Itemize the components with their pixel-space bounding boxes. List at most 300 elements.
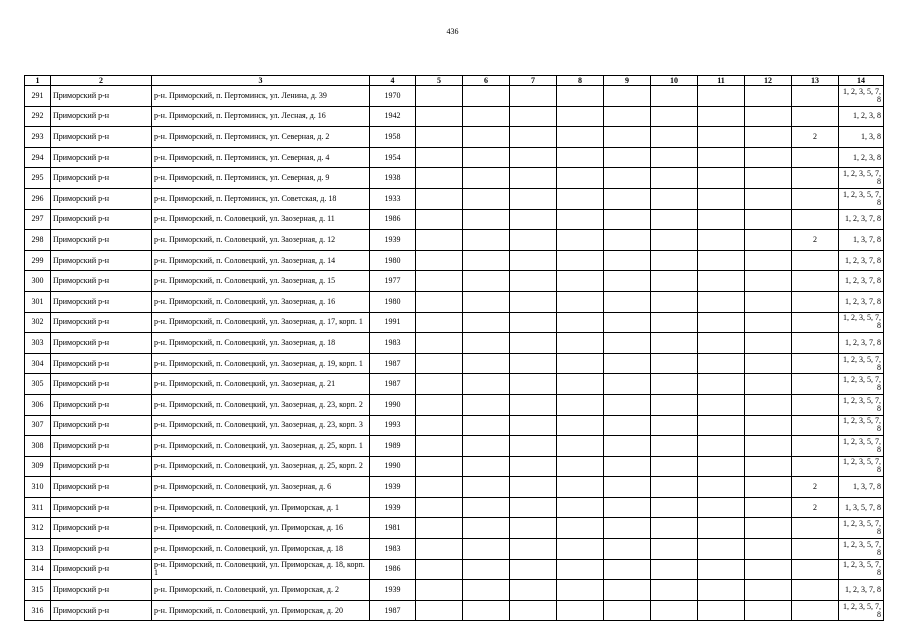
year-cell: 1977 — [370, 271, 416, 292]
column-9-cell — [604, 539, 651, 560]
table-row — [25, 600, 884, 621]
row-number-cell: 313 — [25, 539, 51, 560]
column-11-cell — [698, 394, 745, 415]
column-8-cell — [557, 539, 604, 560]
column-11-cell — [698, 436, 745, 457]
address-cell: р-н. Приморский, п. Соловецкий, ул. Заозерная, д. 21 — [152, 374, 370, 395]
column-14-cell: 1, 2, 3, 5, 7, 8 — [839, 600, 884, 621]
address-cell: р-н. Приморский, п. Соловецкий, ул. Заозерная, д. 15 — [152, 271, 370, 292]
column-8-cell — [557, 86, 604, 107]
column-8-cell — [557, 271, 604, 292]
column-12-cell — [745, 518, 792, 539]
column-9-cell — [604, 106, 651, 127]
row-number-cell: 302 — [25, 312, 51, 333]
year-cell: 1983 — [370, 333, 416, 354]
table-row — [25, 456, 884, 477]
column-7-cell — [510, 374, 557, 395]
column-14-cell: 1, 2, 3, 5, 7, 8 — [839, 436, 884, 457]
column-6-cell — [463, 291, 510, 312]
column-5-cell — [416, 209, 463, 230]
column-14-cell: 1, 2, 3, 5, 7, 8 — [839, 456, 884, 477]
column-9-cell — [604, 127, 651, 148]
column-header-13: 13 — [792, 76, 839, 86]
column-header-5: 5 — [416, 76, 463, 86]
column-11-cell — [698, 271, 745, 292]
column-header-9: 9 — [604, 76, 651, 86]
year-cell: 1942 — [370, 106, 416, 127]
column-14-cell: 1, 2, 3, 7, 8 — [839, 250, 884, 271]
row-number-cell: 305 — [25, 374, 51, 395]
column-10-cell — [651, 559, 698, 580]
column-11-cell — [698, 312, 745, 333]
column-11-cell — [698, 250, 745, 271]
district-cell: Приморский р-н — [51, 477, 152, 498]
column-8-cell — [557, 394, 604, 415]
column-6-cell — [463, 559, 510, 580]
column-10-cell — [651, 374, 698, 395]
column-14-cell: 1, 3, 5, 7, 8 — [839, 497, 884, 518]
column-5-cell — [416, 374, 463, 395]
column-14-cell: 1, 2, 3, 5, 7, 8 — [839, 539, 884, 560]
table-row — [25, 250, 884, 271]
column-10-cell — [651, 353, 698, 374]
column-header-10: 10 — [651, 76, 698, 86]
column-9-cell — [604, 250, 651, 271]
column-9-cell — [604, 374, 651, 395]
row-number-cell: 316 — [25, 600, 51, 621]
row-number-cell: 308 — [25, 436, 51, 457]
column-7-cell — [510, 477, 557, 498]
column-13-cell — [792, 209, 839, 230]
column-14-cell: 1, 2, 3, 5, 7, 8 — [839, 559, 884, 580]
row-number-cell: 312 — [25, 518, 51, 539]
column-7-cell — [510, 127, 557, 148]
year-cell: 1990 — [370, 456, 416, 477]
column-7-cell — [510, 353, 557, 374]
column-10-cell — [651, 497, 698, 518]
column-5-cell — [416, 539, 463, 560]
column-12-cell — [745, 250, 792, 271]
column-14-cell: 1, 2, 3, 5, 7, 8 — [839, 312, 884, 333]
row-number-cell: 310 — [25, 477, 51, 498]
column-12-cell — [745, 188, 792, 209]
row-number-cell: 314 — [25, 559, 51, 580]
row-number-cell: 309 — [25, 456, 51, 477]
column-7-cell — [510, 250, 557, 271]
table-row — [25, 353, 884, 374]
column-11-cell — [698, 230, 745, 251]
address-cell: р-н. Приморский, п. Соловецкий, ул. Заозерная, д. 23, корп. 2 — [152, 394, 370, 415]
year-cell: 1986 — [370, 559, 416, 580]
column-13-cell — [792, 333, 839, 354]
column-11-cell — [698, 497, 745, 518]
column-12-cell — [745, 580, 792, 601]
column-6-cell — [463, 333, 510, 354]
column-9-cell — [604, 477, 651, 498]
column-7-cell — [510, 539, 557, 560]
column-9-cell — [604, 312, 651, 333]
column-10-cell — [651, 600, 698, 621]
column-11-cell — [698, 456, 745, 477]
table-row — [25, 106, 884, 127]
table-row — [25, 374, 884, 395]
column-12-cell — [745, 456, 792, 477]
table-row — [25, 415, 884, 436]
column-11-cell — [698, 539, 745, 560]
address-cell: р-н. Приморский, п. Соловецкий, ул. Приморская, д. 18, корп. 1 — [152, 559, 370, 580]
column-5-cell — [416, 333, 463, 354]
column-9-cell — [604, 436, 651, 457]
column-9-cell — [604, 230, 651, 251]
district-cell: Приморский р-н — [51, 518, 152, 539]
column-9-cell — [604, 188, 651, 209]
table-row — [25, 333, 884, 354]
column-8-cell — [557, 580, 604, 601]
column-5-cell — [416, 147, 463, 168]
address-cell: р-н. Приморский, п. Соловецкий, ул. Приморская, д. 1 — [152, 497, 370, 518]
column-12-cell — [745, 147, 792, 168]
column-7-cell — [510, 518, 557, 539]
row-number-cell: 315 — [25, 580, 51, 601]
row-number-cell: 292 — [25, 106, 51, 127]
column-5-cell — [416, 106, 463, 127]
column-10-cell — [651, 86, 698, 107]
address-cell: р-н. Приморский, п. Пертоминск, ул. Лесная, д. 16 — [152, 106, 370, 127]
column-8-cell — [557, 559, 604, 580]
column-6-cell — [463, 250, 510, 271]
column-10-cell — [651, 250, 698, 271]
year-cell: 1986 — [370, 209, 416, 230]
column-10-cell — [651, 106, 698, 127]
column-10-cell — [651, 188, 698, 209]
column-11-cell — [698, 291, 745, 312]
column-7-cell — [510, 188, 557, 209]
column-10-cell — [651, 209, 698, 230]
column-9-cell — [604, 518, 651, 539]
address-cell: р-н. Приморский, п. Соловецкий, ул. Приморская, д. 16 — [152, 518, 370, 539]
address-cell: р-н. Приморский, п. Соловецкий, ул. Приморская, д. 2 — [152, 580, 370, 601]
column-8-cell — [557, 518, 604, 539]
column-10-cell — [651, 127, 698, 148]
column-7-cell — [510, 497, 557, 518]
table-header — [25, 76, 884, 86]
column-8-cell — [557, 415, 604, 436]
column-11-cell — [698, 518, 745, 539]
column-14-cell: 1, 2, 3, 5, 7, 8 — [839, 188, 884, 209]
table-row — [25, 168, 884, 189]
column-12-cell — [745, 106, 792, 127]
column-13-cell — [792, 291, 839, 312]
column-14-cell: 1, 2, 3, 5, 7, 8 — [839, 353, 884, 374]
column-12-cell — [745, 271, 792, 292]
column-14-cell: 1, 2, 3, 5, 7, 8 — [839, 168, 884, 189]
column-header-14: 14 — [839, 76, 884, 86]
year-cell: 1987 — [370, 374, 416, 395]
column-12-cell — [745, 477, 792, 498]
row-number-cell: 291 — [25, 86, 51, 107]
column-11-cell — [698, 127, 745, 148]
district-cell: Приморский р-н — [51, 600, 152, 621]
year-cell: 1958 — [370, 127, 416, 148]
column-13-cell — [792, 353, 839, 374]
column-header-3: 3 — [152, 76, 370, 86]
column-9-cell — [604, 291, 651, 312]
district-cell: Приморский р-н — [51, 559, 152, 580]
column-8-cell — [557, 477, 604, 498]
column-14-cell: 1, 3, 7, 8 — [839, 230, 884, 251]
column-header-6: 6 — [463, 76, 510, 86]
district-cell: Приморский р-н — [51, 333, 152, 354]
column-10-cell — [651, 168, 698, 189]
column-12-cell — [745, 127, 792, 148]
column-11-cell — [698, 168, 745, 189]
year-cell: 1990 — [370, 394, 416, 415]
column-14-cell: 1, 2, 3, 7, 8 — [839, 209, 884, 230]
table-body — [25, 86, 884, 621]
column-11-cell — [698, 353, 745, 374]
column-6-cell — [463, 497, 510, 518]
year-cell: 1987 — [370, 600, 416, 621]
column-9-cell — [604, 353, 651, 374]
column-7-cell — [510, 106, 557, 127]
year-cell: 1981 — [370, 518, 416, 539]
row-number-cell: 299 — [25, 250, 51, 271]
address-cell: р-н. Приморский, п. Соловецкий, ул. Заозерная, д. 6 — [152, 477, 370, 498]
column-6-cell — [463, 188, 510, 209]
column-8-cell — [557, 456, 604, 477]
column-14-cell: 1, 3, 8 — [839, 127, 884, 148]
column-6-cell — [463, 106, 510, 127]
column-6-cell — [463, 230, 510, 251]
column-14-cell: 1, 2, 3, 8 — [839, 106, 884, 127]
table-row — [25, 271, 884, 292]
column-14-cell: 1, 2, 3, 5, 7, 8 — [839, 86, 884, 107]
address-cell: р-н. Приморский, п. Соловецкий, ул. Заозерная, д. 25, корп. 1 — [152, 436, 370, 457]
column-8-cell — [557, 168, 604, 189]
column-5-cell — [416, 518, 463, 539]
column-12-cell — [745, 209, 792, 230]
district-cell: Приморский р-н — [51, 147, 152, 168]
column-5-cell — [416, 188, 463, 209]
column-11-cell — [698, 333, 745, 354]
district-cell: Приморский р-н — [51, 291, 152, 312]
column-5-cell — [416, 271, 463, 292]
address-cell: р-н. Приморский, п. Соловецкий, ул. Заозерная, д. 23, корп. 3 — [152, 415, 370, 436]
year-cell: 1987 — [370, 353, 416, 374]
column-11-cell — [698, 600, 745, 621]
column-7-cell — [510, 394, 557, 415]
table-row — [25, 230, 884, 251]
column-8-cell — [557, 188, 604, 209]
address-cell: р-н. Приморский, п. Пертоминск, ул. Северная, д. 9 — [152, 168, 370, 189]
column-6-cell — [463, 600, 510, 621]
table-row — [25, 86, 884, 107]
year-cell: 1933 — [370, 188, 416, 209]
column-13-cell — [792, 580, 839, 601]
table-row — [25, 127, 884, 148]
column-14-cell: 1, 2, 3, 7, 8 — [839, 291, 884, 312]
table-row — [25, 436, 884, 457]
district-cell: Приморский р-н — [51, 250, 152, 271]
column-7-cell — [510, 580, 557, 601]
district-cell: Приморский р-н — [51, 106, 152, 127]
column-5-cell — [416, 86, 463, 107]
district-cell: Приморский р-н — [51, 353, 152, 374]
column-9-cell — [604, 333, 651, 354]
column-6-cell — [463, 271, 510, 292]
column-9-cell — [604, 394, 651, 415]
column-14-cell: 1, 2, 3, 5, 7, 8 — [839, 394, 884, 415]
column-11-cell — [698, 147, 745, 168]
column-10-cell — [651, 456, 698, 477]
column-6-cell — [463, 127, 510, 148]
row-number-cell: 300 — [25, 271, 51, 292]
year-cell: 1939 — [370, 477, 416, 498]
table-row — [25, 539, 884, 560]
column-13-cell — [792, 394, 839, 415]
column-10-cell — [651, 271, 698, 292]
year-cell: 1939 — [370, 230, 416, 251]
column-5-cell — [416, 477, 463, 498]
row-number-cell: 301 — [25, 291, 51, 312]
column-13-cell: 2 — [792, 477, 839, 498]
column-5-cell — [416, 497, 463, 518]
column-14-cell: 1, 2, 3, 8 — [839, 147, 884, 168]
column-header-2: 2 — [51, 76, 152, 86]
column-13-cell — [792, 415, 839, 436]
column-header-4: 4 — [370, 76, 416, 86]
column-13-cell: 2 — [792, 127, 839, 148]
column-11-cell — [698, 209, 745, 230]
table-row — [25, 518, 884, 539]
column-12-cell — [745, 559, 792, 580]
district-cell: Приморский р-н — [51, 209, 152, 230]
column-6-cell — [463, 415, 510, 436]
district-cell: Приморский р-н — [51, 168, 152, 189]
row-number-cell: 297 — [25, 209, 51, 230]
column-14-cell: 1, 2, 3, 7, 8 — [839, 580, 884, 601]
column-10-cell — [651, 436, 698, 457]
column-13-cell — [792, 86, 839, 107]
column-11-cell — [698, 559, 745, 580]
column-12-cell — [745, 312, 792, 333]
column-5-cell — [416, 600, 463, 621]
column-5-cell — [416, 230, 463, 251]
year-cell: 1980 — [370, 291, 416, 312]
address-cell: р-н. Приморский, п. Соловецкий, ул. Заозерная, д. 11 — [152, 209, 370, 230]
column-12-cell — [745, 436, 792, 457]
column-10-cell — [651, 147, 698, 168]
page-number: 436 — [446, 27, 459, 36]
column-6-cell — [463, 147, 510, 168]
row-number-cell: 304 — [25, 353, 51, 374]
year-cell: 1939 — [370, 497, 416, 518]
column-7-cell — [510, 312, 557, 333]
column-13-cell — [792, 600, 839, 621]
column-10-cell — [651, 291, 698, 312]
column-6-cell — [463, 209, 510, 230]
column-7-cell — [510, 600, 557, 621]
district-cell: Приморский р-н — [51, 188, 152, 209]
column-14-cell: 1, 2, 3, 5, 7, 8 — [839, 415, 884, 436]
column-7-cell — [510, 559, 557, 580]
table-row — [25, 291, 884, 312]
column-5-cell — [416, 353, 463, 374]
row-number-cell: 293 — [25, 127, 51, 148]
column-13-cell — [792, 436, 839, 457]
column-11-cell — [698, 580, 745, 601]
column-10-cell — [651, 312, 698, 333]
column-14-cell: 1, 3, 7, 8 — [839, 477, 884, 498]
column-9-cell — [604, 497, 651, 518]
column-12-cell — [745, 230, 792, 251]
column-5-cell — [416, 580, 463, 601]
column-10-cell — [651, 477, 698, 498]
district-cell: Приморский р-н — [51, 539, 152, 560]
column-6-cell — [463, 168, 510, 189]
column-6-cell — [463, 580, 510, 601]
column-6-cell — [463, 477, 510, 498]
column-12-cell — [745, 394, 792, 415]
column-12-cell — [745, 600, 792, 621]
column-9-cell — [604, 600, 651, 621]
table-row — [25, 147, 884, 168]
column-10-cell — [651, 580, 698, 601]
column-header-12: 12 — [745, 76, 792, 86]
housing-table — [24, 75, 884, 621]
row-number-cell: 307 — [25, 415, 51, 436]
address-cell: р-н. Приморский, п. Пертоминск, ул. Северная, д. 2 — [152, 127, 370, 148]
column-8-cell — [557, 230, 604, 251]
address-cell: р-н. Приморский, п. Пертоминск, ул. Советская, д. 18 — [152, 188, 370, 209]
column-13-cell — [792, 147, 839, 168]
column-5-cell — [416, 250, 463, 271]
column-12-cell — [745, 539, 792, 560]
column-6-cell — [463, 374, 510, 395]
column-12-cell — [745, 415, 792, 436]
column-14-cell: 1, 2, 3, 7, 8 — [839, 333, 884, 354]
table-row — [25, 394, 884, 415]
column-13-cell — [792, 518, 839, 539]
column-7-cell — [510, 333, 557, 354]
year-cell: 1954 — [370, 147, 416, 168]
header-row — [25, 76, 884, 86]
year-cell: 1938 — [370, 168, 416, 189]
row-number-cell: 298 — [25, 230, 51, 251]
district-cell: Приморский р-н — [51, 86, 152, 107]
column-6-cell — [463, 456, 510, 477]
column-6-cell — [463, 394, 510, 415]
row-number-cell: 296 — [25, 188, 51, 209]
address-cell: р-н. Приморский, п. Пертоминск, ул. Ленина, д. 39 — [152, 86, 370, 107]
table-row — [25, 477, 884, 498]
column-13-cell — [792, 456, 839, 477]
column-10-cell — [651, 394, 698, 415]
table-row — [25, 209, 884, 230]
column-11-cell — [698, 374, 745, 395]
column-header-11: 11 — [698, 76, 745, 86]
column-8-cell — [557, 209, 604, 230]
column-14-cell: 1, 2, 3, 7, 8 — [839, 271, 884, 292]
column-13-cell — [792, 168, 839, 189]
column-13-cell — [792, 250, 839, 271]
column-8-cell — [557, 291, 604, 312]
column-12-cell — [745, 168, 792, 189]
row-number-cell: 303 — [25, 333, 51, 354]
column-13-cell: 2 — [792, 497, 839, 518]
district-cell: Приморский р-н — [51, 374, 152, 395]
address-cell: р-н. Приморский, п. Пертоминск, ул. Северная, д. 4 — [152, 147, 370, 168]
